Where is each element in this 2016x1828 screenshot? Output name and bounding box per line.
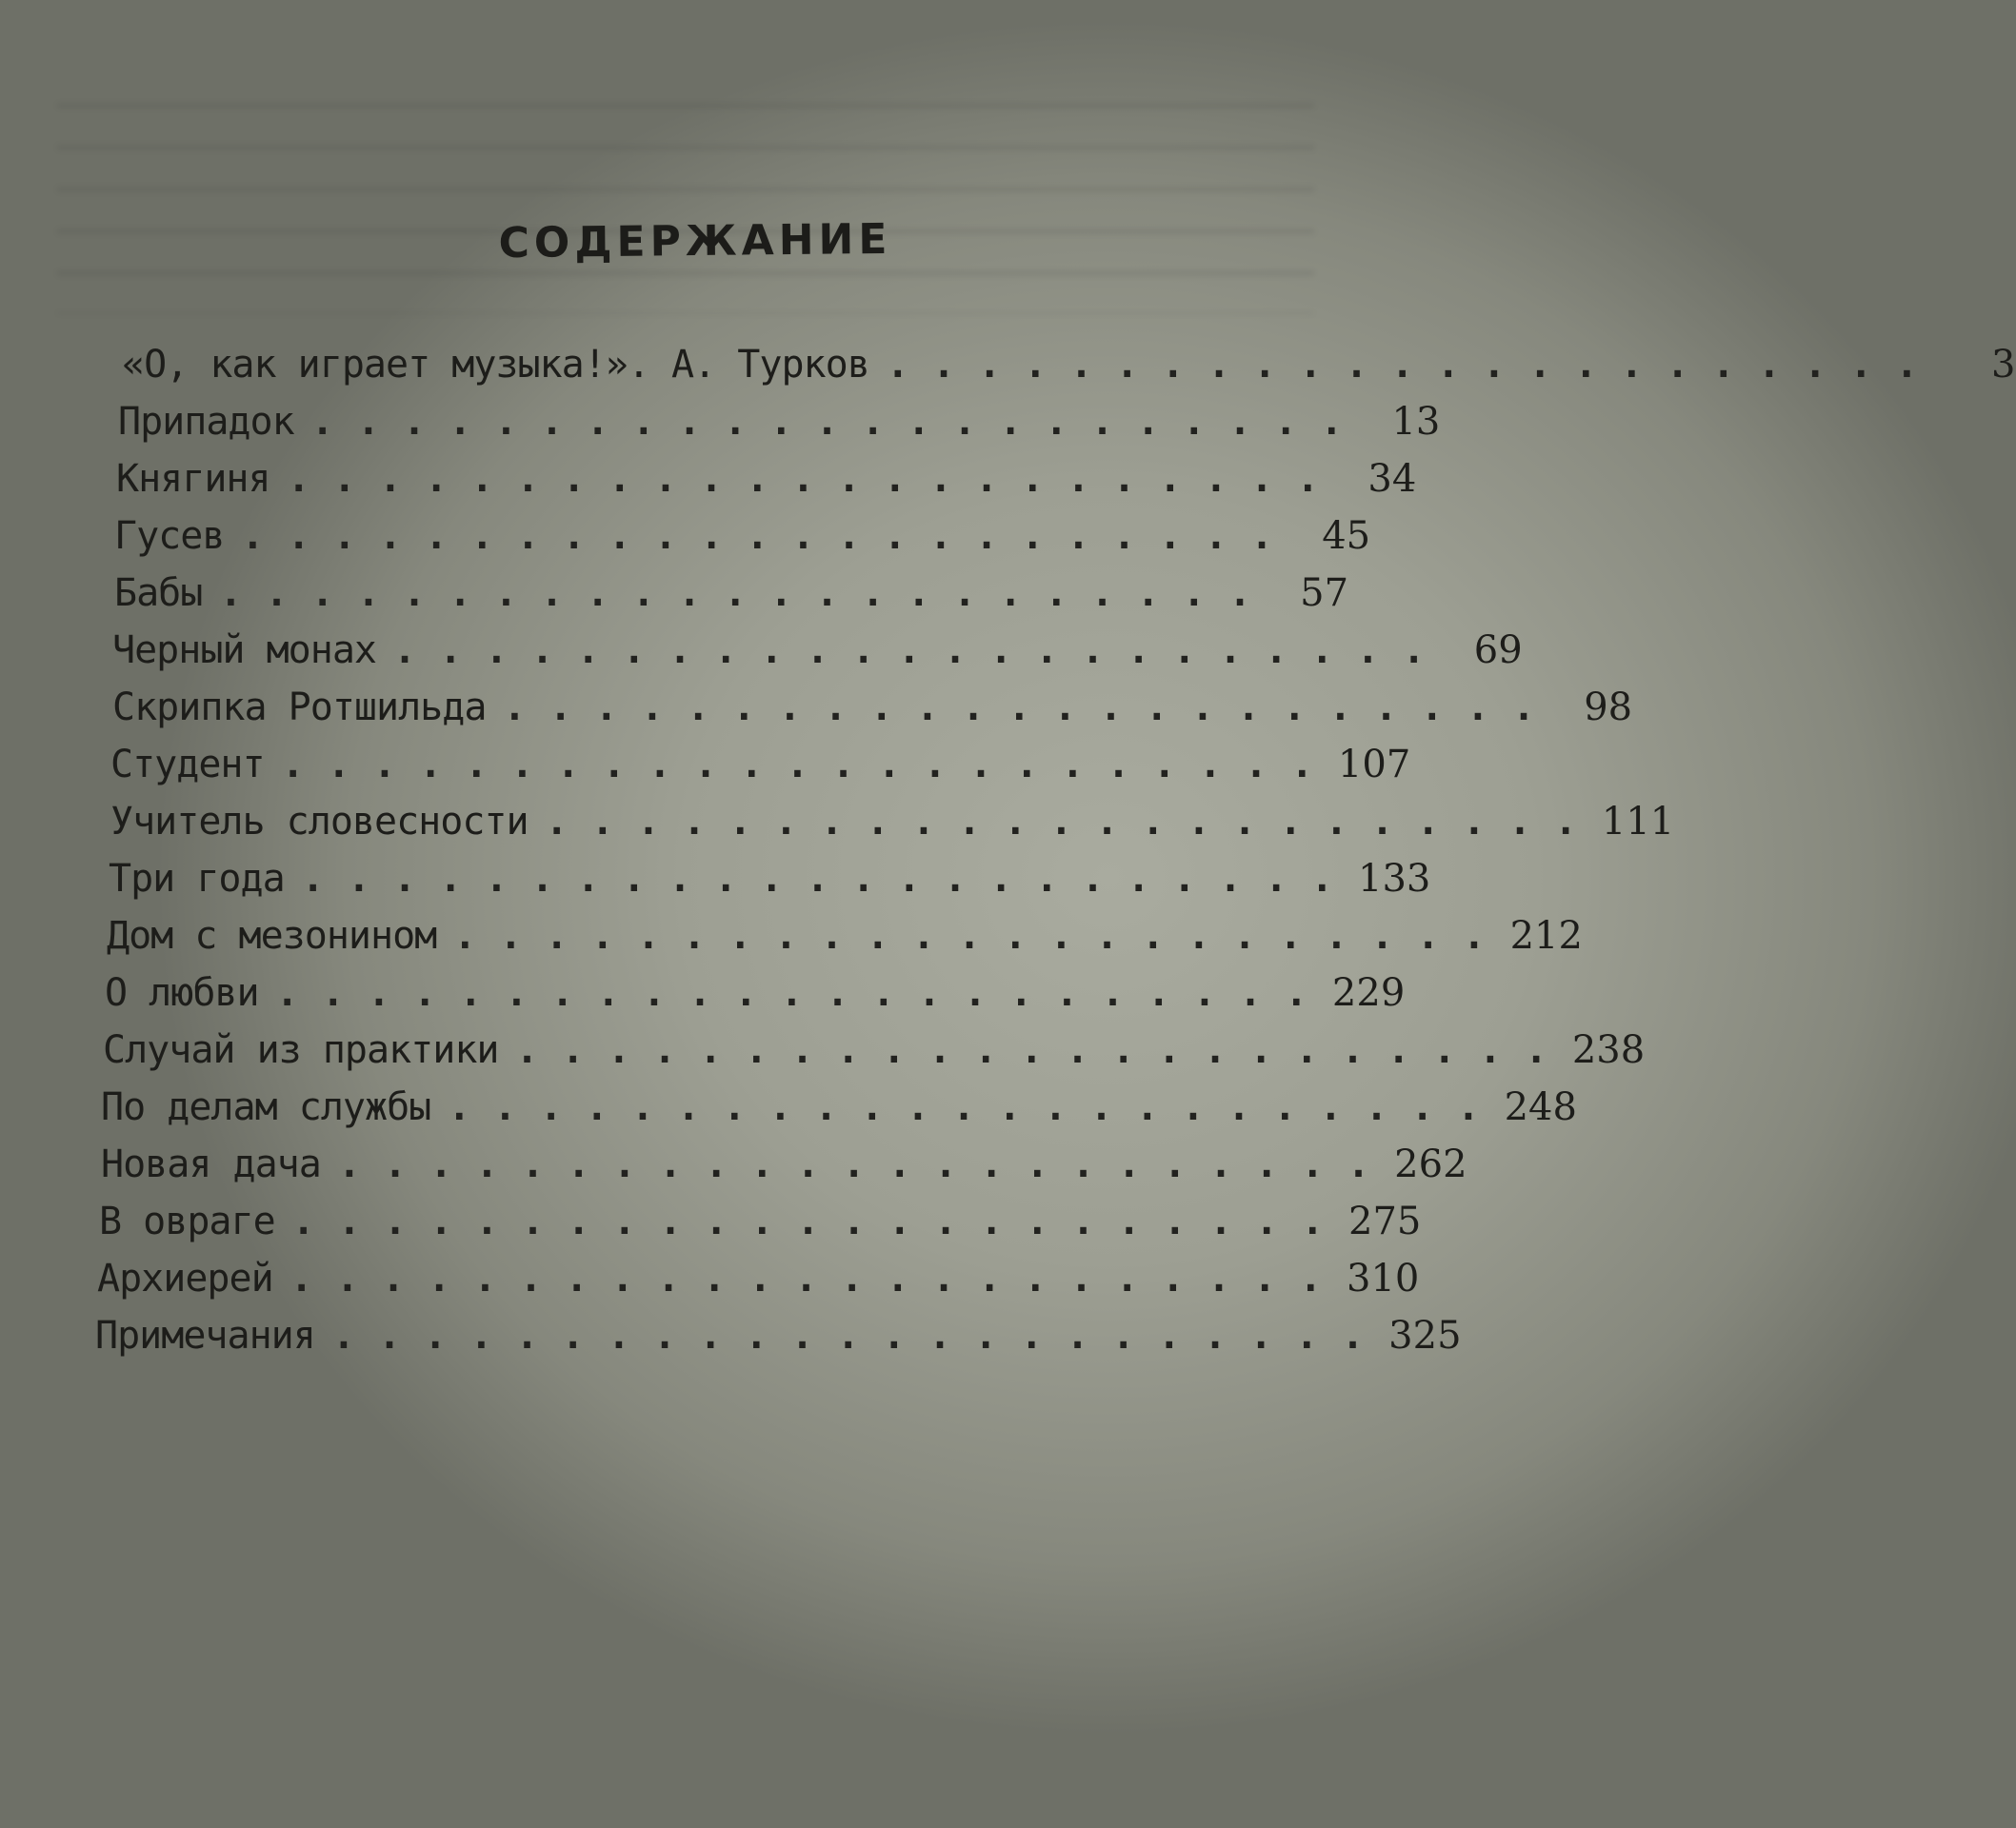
toc-entry: [101, 1142, 1467, 1196]
dot-leader: . . . . . . . . . . . . . . . . . . . . . . .: [289, 1257, 1323, 1301]
toc-entry-page: 248: [1504, 1085, 1577, 1129]
dot-leader: . . . . . . . . . . . . . . . . . . . . . . .: [219, 571, 1252, 615]
dot-leader: . . . . . . . . . . . . . . . . . . . . . . .: [515, 1028, 1548, 1072]
toc-entry-page: 107: [1337, 743, 1411, 786]
toc-entry-title: В овраге: [99, 1200, 275, 1243]
dot-leader: . . . . . . . . . . . . . . . . . . . . . . .: [241, 514, 1274, 558]
toc-entry-title: По делам службы: [101, 1085, 431, 1129]
toc-entry: [116, 457, 1417, 510]
dot-leader: . . . . . . . . . . . . . . . . . . . . . . .: [331, 1314, 1365, 1358]
toc-entry-title: Примечания: [95, 1314, 315, 1358]
toc-entry: [99, 1200, 1422, 1253]
toc-entry-page: 275: [1348, 1200, 1422, 1243]
toc-entry-title: Скрипка Ротшильда: [112, 686, 487, 729]
page-title: СОДЕРЖАНИЕ: [498, 214, 892, 268]
toc-entry-page: 57: [1300, 571, 1349, 615]
toc-entry-page: 229: [1331, 971, 1406, 1015]
dot-leader: . . . . . . . . . . . . . . . . . . . . . . .: [448, 1085, 1480, 1129]
toc-entry-page: 212: [1509, 914, 1583, 958]
dot-leader: . . . . . . . . . . . . . . . . . . . . . . .: [392, 628, 1426, 672]
toc-entry-title: Случай из практики: [103, 1028, 499, 1072]
toc-entry-title: Три года: [109, 857, 285, 901]
dot-leader: . . . . . . . . . . . . . . . . . . . . . . .: [291, 1200, 1325, 1243]
toc-entry: [118, 400, 1441, 453]
toc-entry: [103, 1028, 1646, 1082]
toc-entry: [114, 514, 1371, 567]
dot-leader: . . . . . . . . . . . . . . . . . . . . . . .: [337, 1142, 1370, 1186]
toc-entry-title: Студент: [110, 743, 265, 786]
dot-leader: . . . . . . . . . . . . . . . . . . . . . . .: [545, 800, 1578, 844]
dot-leader: . . . . . . . . . . . . . . . . . . . . . . .: [301, 857, 1334, 901]
toc-entry-title: Новая дача: [101, 1142, 321, 1186]
toc-entry-page: 69: [1473, 628, 1523, 672]
toc-entry-page: 133: [1358, 857, 1431, 901]
dot-leader: . . . . . . . . . . . . . . . . . . . . . . .: [310, 400, 1344, 444]
dot-leader: . . . . . . . . . . . . . . . . . . . . . . .: [281, 743, 1314, 786]
toc-entry-page: 45: [1322, 514, 1371, 558]
toc-entry: [107, 914, 1583, 967]
toc-entry: [114, 571, 1349, 625]
toc-entry: [122, 343, 2016, 396]
toc-entry-page: 13: [1391, 400, 1441, 444]
toc-entry-page: 34: [1367, 457, 1417, 501]
toc-entry-title: Бабы: [114, 571, 203, 615]
toc-entry-title: Княгиня: [116, 457, 270, 501]
toc-entry: [97, 1257, 1420, 1310]
dot-leader: . . . . . . . . . . . . . . . . . . . . . . .: [275, 971, 1308, 1015]
toc-entry-title: Учитель словесности: [110, 800, 529, 844]
toc-entry-title: Гусев: [114, 514, 225, 558]
toc-entry-title: Черный монах: [112, 628, 376, 672]
toc-entry-title: Дом с мезонином: [107, 914, 437, 958]
dot-leader: . . . . . . . . . . . . . . . . . . . . . . .: [503, 686, 1536, 729]
toc-entry: [95, 1314, 1462, 1367]
toc-entry-page: 262: [1394, 1142, 1467, 1186]
toc-entry: [101, 1085, 1577, 1139]
toc-entry-title: Припадок: [118, 400, 294, 444]
toc-entry-page: 238: [1571, 1028, 1646, 1072]
toc-entry: [112, 628, 1523, 682]
toc-entry-title: Архиерей: [97, 1257, 273, 1301]
toc-entry: [109, 857, 1431, 910]
toc-entry-page: 3: [1991, 343, 2016, 387]
toc-entry-title: «О, как играет музыка!». А. Турков: [122, 343, 869, 387]
toc-entry-page: 310: [1347, 1257, 1420, 1301]
toc-entry: [110, 743, 1411, 796]
toc-entry: [110, 800, 1675, 853]
toc-entry-page: 98: [1584, 686, 1633, 729]
toc-entry-title: О любви: [105, 971, 259, 1015]
toc-entry-page: 111: [1601, 800, 1675, 844]
toc-entry: [112, 686, 1633, 739]
toc-entry-page: 325: [1388, 1314, 1462, 1358]
dot-leader: . . . . . . . . . . . . . . . . . . . . . . .: [287, 457, 1320, 501]
dot-leader: . . . . . . . . . . . . . . . . . . . . . . .: [886, 343, 1919, 387]
dot-leader: . . . . . . . . . . . . . . . . . . . . . . .: [453, 914, 1486, 958]
toc-entry: [105, 971, 1406, 1024]
